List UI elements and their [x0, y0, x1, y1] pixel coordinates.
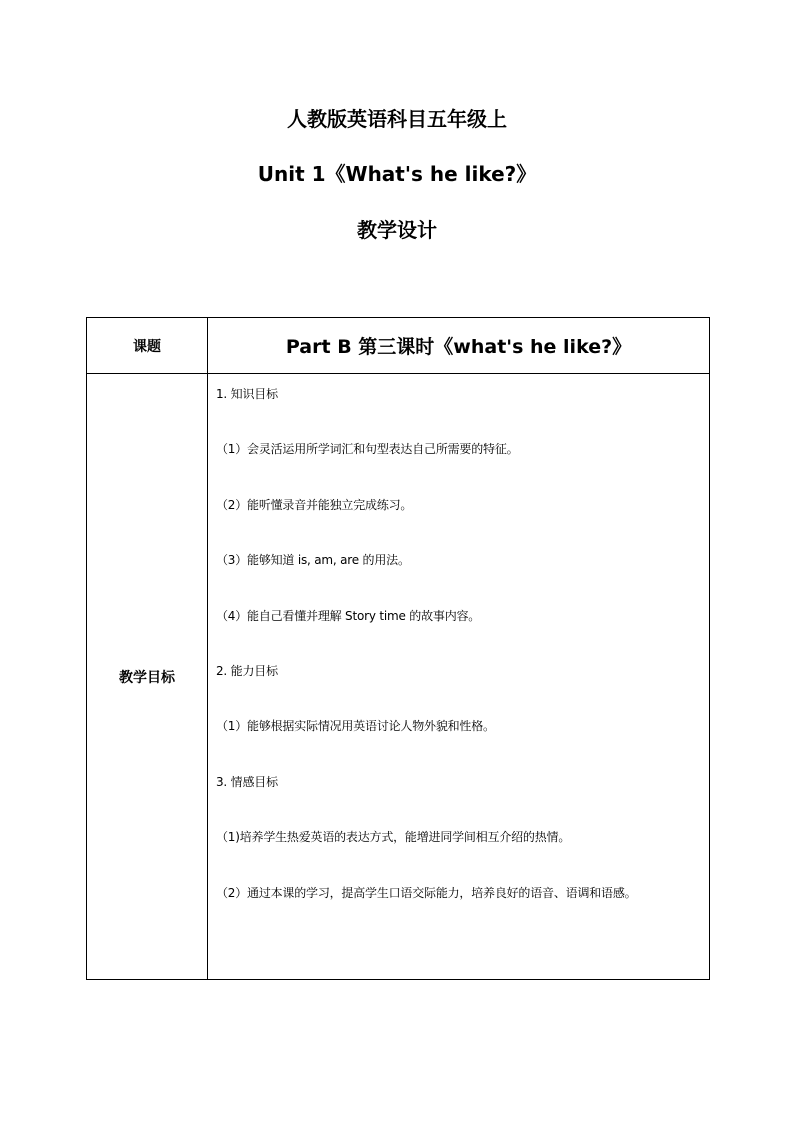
objective-line: 1. 知识目标	[216, 387, 278, 401]
objective-line: （1）会灵活运用所学词汇和句型表达自己所需要的特征。	[216, 442, 519, 457]
objective-line: 3. 情感目标	[216, 774, 278, 789]
unit-title: Unit 1《What's he like?》	[257, 162, 537, 186]
objective-line: （1）能够根据实际情况用英语讨论人物外貌和性格。	[216, 719, 495, 734]
topic-label: 课题	[87, 318, 208, 374]
objectives-content	[208, 374, 710, 980]
document-subtitle: 教学设计	[357, 218, 437, 242]
objective-line: （2）通过本课的学习，提高学生口语交际能力，培养良好的语音、语调和语感。	[216, 885, 637, 900]
objective-line: 2. 能力目标	[216, 663, 278, 678]
objective-line: （1)培养学生热爱英语的表达方式，能增进同学间相互介绍的热情。	[216, 830, 571, 845]
lesson-title: Part B 第三课时《what's he like?》	[208, 318, 710, 374]
objectives-list	[208, 374, 709, 903]
objective-line: （4）能自己看懂并理解 Story time 的故事内容。	[216, 608, 481, 623]
table-row-objectives	[87, 374, 710, 980]
objectives-label: 教学目标	[87, 374, 208, 980]
objective-line: （2）能听懂录音并能独立完成练习。	[216, 497, 413, 512]
document-title: 人教版英语科目五年级上	[287, 107, 507, 131]
objective-line: （3）能够知道 is, am, are 的用法。	[216, 553, 410, 568]
lesson-plan-table	[86, 317, 710, 980]
table-row-topic	[87, 318, 710, 374]
